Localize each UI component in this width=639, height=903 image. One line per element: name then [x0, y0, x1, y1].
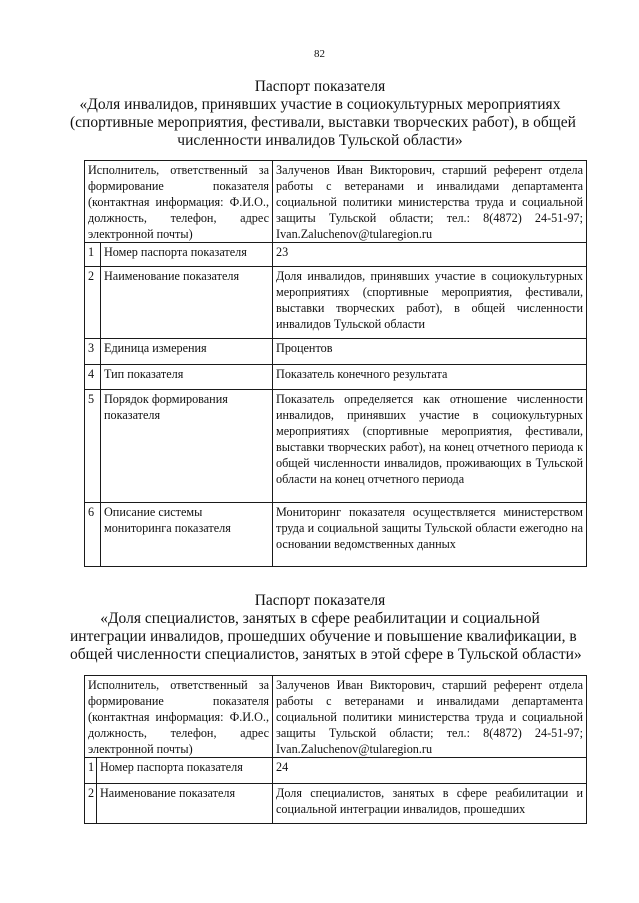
row-number: 6: [85, 503, 101, 567]
executor-label: Исполнитель, ответственный за формирование показателя (контактная информация: Ф.И.О., должность, телефон, адрес электронной почты): [85, 676, 273, 758]
row-number: 2: [85, 267, 101, 339]
passport-title-line: «Доля инвалидов, принявших участие в социокультурных мероприятиях: [79, 96, 561, 113]
table-row: [85, 758, 587, 784]
passport-title-line: интеграции инвалидов, прошедших обучение и повышение квалификации, в: [70, 628, 577, 645]
row-number: 1: [85, 758, 97, 784]
row-number: 1: [85, 243, 101, 267]
passport-title-line: общей численности специалистов, занятых в этой сфере в Тульской области»: [70, 646, 582, 663]
executor-value: Залученов Иван Викторович, старший референт отдела работы с ветеранами и инвалидами департамента социальной политики министерства труда и социальной защиты Тульской области; тел.: 8(4872) 24-51-97; Ivan.Zaluchenov@tularegion.ru: [273, 676, 587, 758]
row-value: Доля специалистов, занятых в сфере реабилитации и социальной интеграции инвалидов, прошедших: [273, 784, 587, 824]
passport-title-heading: Паспорт показателя: [254, 78, 386, 95]
passport-title-line: численности инвалидов Тульской области»: [177, 132, 463, 149]
row-number: 2: [85, 784, 97, 824]
row-value: Показатель конечного результата: [273, 365, 587, 390]
passport-2-title: [70, 592, 582, 664]
row-value: Показатель определяется как отношение численности инвалидов, принявших участие в социокультурных мероприятиях (спортивные мероприятия, фестивали, выставки творческих работ), на конец отчетного периода к общей численности инвалидов, проживающих в Тульской области на конец отчетного периода: [273, 390, 587, 503]
row-value: 24: [273, 758, 587, 784]
row-value: 23: [273, 243, 587, 267]
passport-title-line: «Доля специалистов, занятых в сфере реабилитации и социальной: [100, 610, 540, 627]
passport-1-table: [84, 160, 587, 567]
table-row: [85, 161, 587, 243]
table-row: [85, 676, 587, 758]
row-label: Номер паспорта показателя: [97, 758, 273, 784]
row-number: 3: [85, 339, 101, 365]
row-value: Мониторинг показателя осуществляется министерством труда и социальной защиты Тульской области ежегодно на основании ведомственных данных: [273, 503, 587, 567]
row-label: Номер паспорта показателя: [101, 243, 273, 267]
row-label: Порядок формирования показателя: [101, 390, 273, 503]
passport-1-title: [70, 78, 576, 150]
table-row: [85, 267, 587, 339]
row-number: 4: [85, 365, 101, 390]
row-number: 5: [85, 390, 101, 503]
page-number: 82: [314, 48, 325, 60]
executor-label: Исполнитель, ответственный за формирование показателя (контактная информация: Ф.И.О., должность, телефон, адрес электронной почты): [85, 161, 273, 243]
passport-title-line: (спортивные мероприятия, фестивали, выставки творческих работ), в общей: [70, 114, 576, 131]
row-label: Наименование показателя: [101, 267, 273, 339]
table-row: [85, 784, 587, 824]
table-row: [85, 365, 587, 390]
table-row: [85, 390, 587, 503]
passport-2-table: [84, 675, 587, 824]
table-row: [85, 243, 587, 267]
passport-title-heading: Паспорт показателя: [254, 592, 386, 609]
row-value: Процентов: [273, 339, 587, 365]
row-label: Описание системы мониторинга показателя: [101, 503, 273, 567]
row-label: Наименование показателя: [97, 784, 273, 824]
executor-value: Залученов Иван Викторович, старший референт отдела работы с ветеранами и инвалидами департамента социальной политики министерства труда и социальной защиты Тульской области; тел.: 8(4872) 24-51-97; Ivan.Zaluchenov@tularegion.ru: [273, 161, 587, 243]
row-label: Тип показателя: [101, 365, 273, 390]
row-label: Единица измерения: [101, 339, 273, 365]
row-value: Доля инвалидов, принявших участие в социокультурных мероприятиях (спортивные мероприятия, фестивали, выставки творческих работ), в общей численности инвалидов Тульской области: [273, 267, 587, 339]
table-row: [85, 339, 587, 365]
table-row: [85, 503, 587, 567]
